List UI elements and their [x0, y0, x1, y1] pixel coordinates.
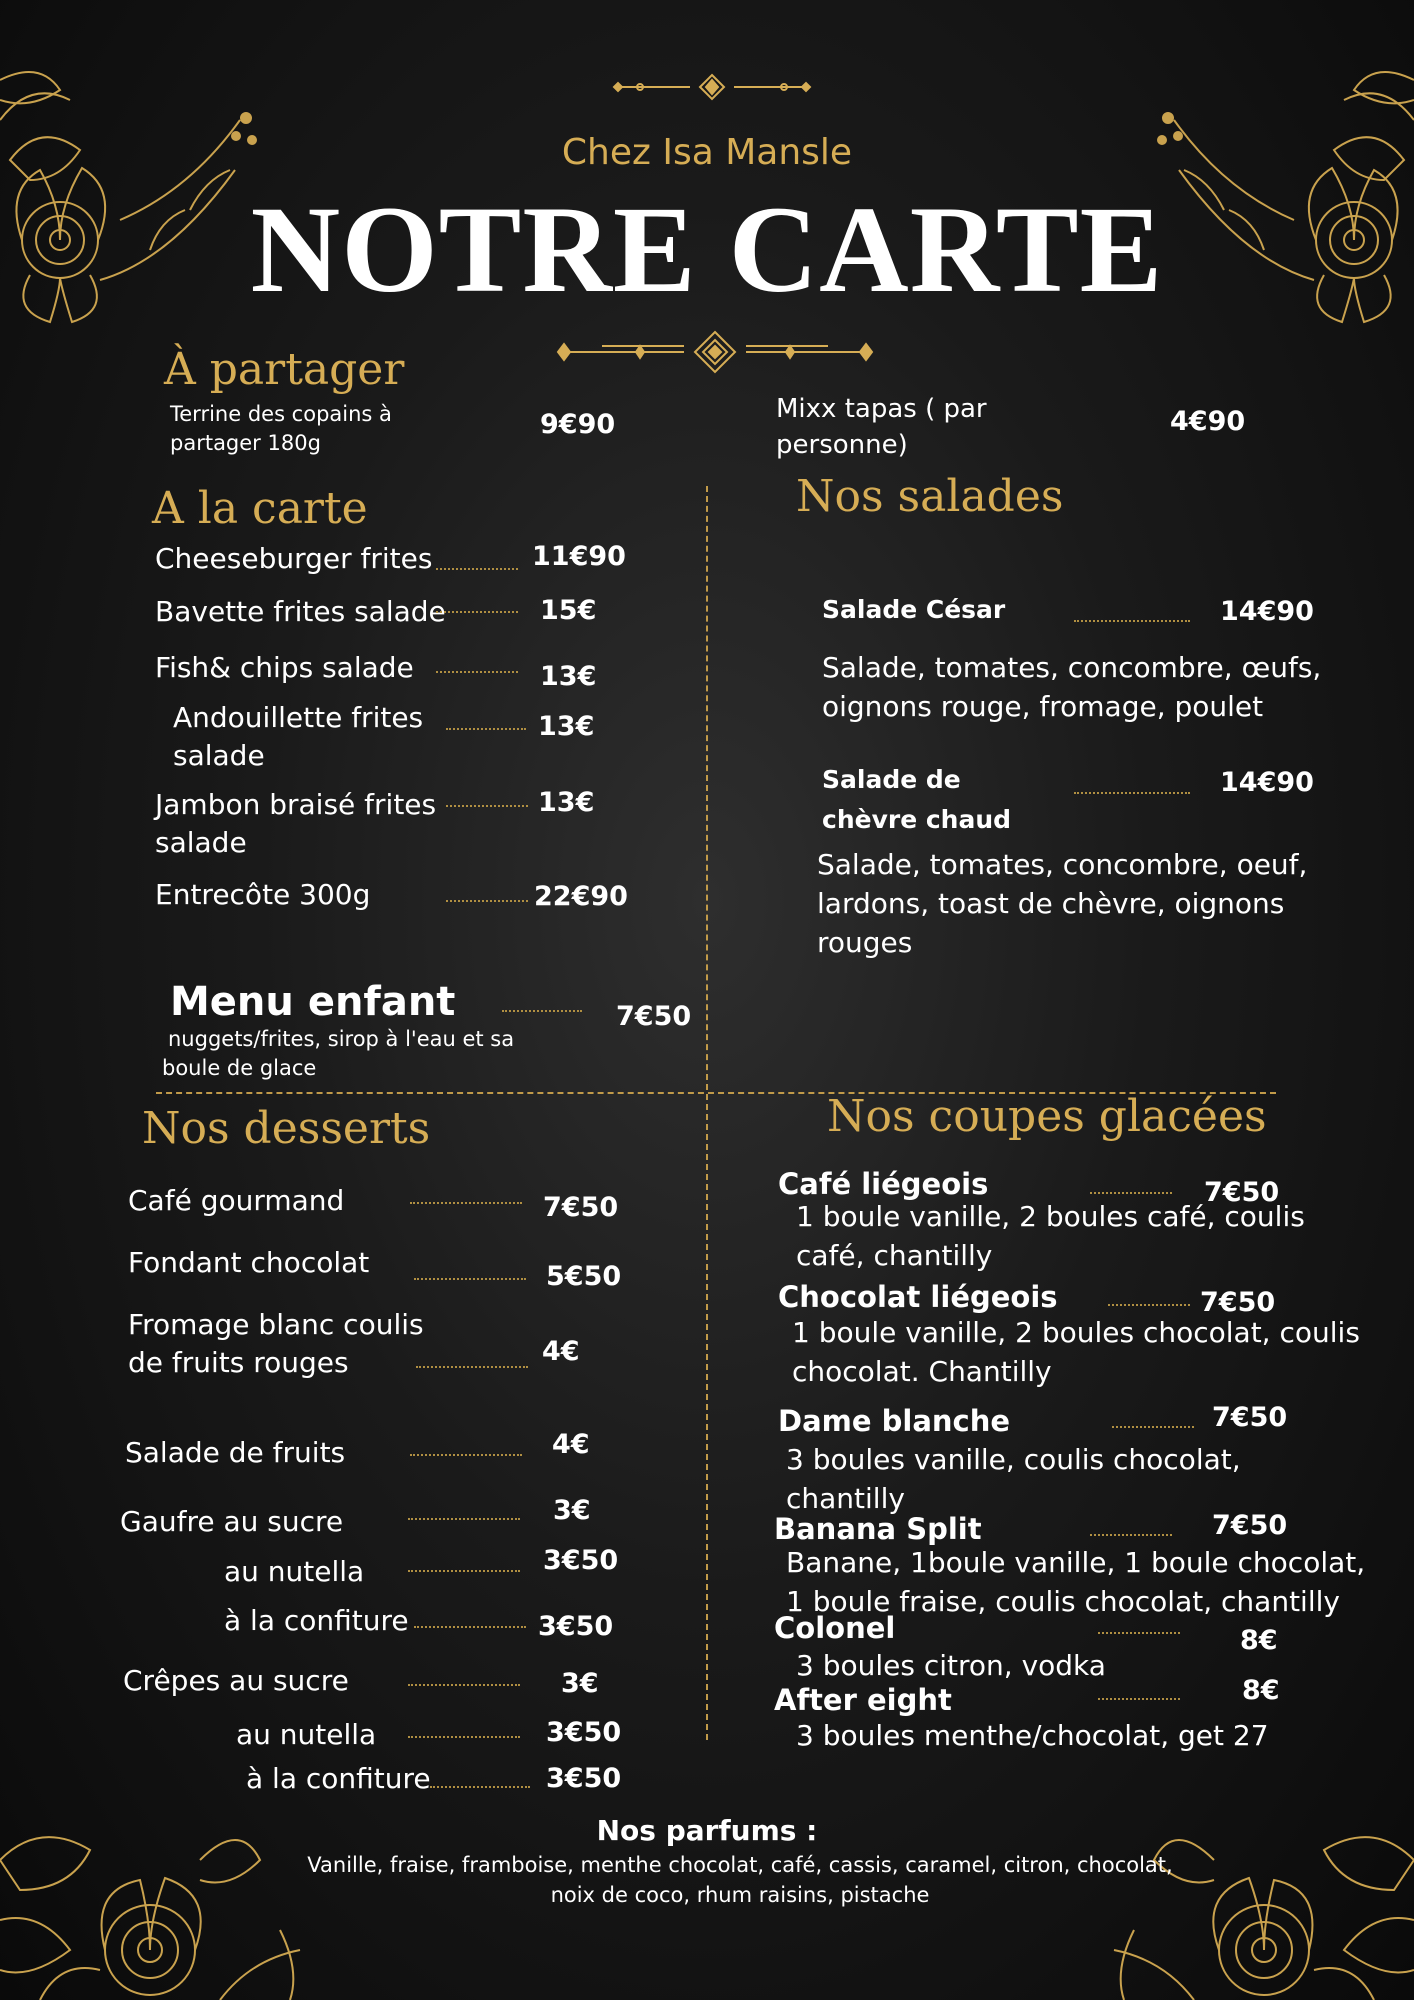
carte-item-name: Jambon braisé frites salade	[155, 788, 437, 859]
carte-item-price: 22€90	[534, 881, 628, 912]
leader-dots	[1112, 1426, 1194, 1428]
glace-item-price: 7€50	[1204, 1177, 1280, 1208]
art-deco-divider-icon	[552, 330, 878, 374]
salad-item-desc: Salade, tomates, concombre, œufs, oignons rouge, fromage, poulet	[822, 651, 1322, 723]
leader-dots	[410, 1202, 522, 1204]
leader-dots	[1098, 1632, 1180, 1634]
section-title-carte: A la carte	[152, 483, 368, 534]
carte-item-price: 11€90	[532, 541, 626, 572]
dessert-item-price: 3€50	[546, 1763, 622, 1794]
glace-item-price: 8€	[1240, 1625, 1278, 1656]
leader-dots	[436, 611, 518, 613]
glace-item-name: Banana Split	[774, 1512, 982, 1546]
art-deco-divider-top-icon	[610, 72, 814, 102]
glace-item-name: After eight	[774, 1683, 952, 1717]
glace-item-price: 8€	[1242, 1675, 1280, 1706]
carte-item-price: 15€	[540, 595, 597, 626]
leader-dots	[414, 1626, 526, 1628]
share-item-name: Mixx tapas ( par personne)	[776, 394, 987, 460]
dessert-item-price: 7€50	[543, 1192, 619, 1223]
kids-menu-desc: nuggets/frites, sirop à l'eau et sa boule de glace	[162, 1027, 515, 1080]
carte-item-name: Fish& chips salade	[155, 651, 414, 684]
share-item-name: Terrine des copains à partager 180g	[170, 402, 392, 455]
glace-item-price: 7€50	[1212, 1510, 1288, 1541]
glace-item-desc: 3 boules citron, vodka	[796, 1649, 1106, 1682]
section-title-glaces: Nos coupes glacées	[827, 1091, 1267, 1142]
leader-dots	[1108, 1304, 1190, 1306]
glace-item-desc: 3 boules vanille, coulis chocolat, chantilly	[786, 1443, 1241, 1515]
dessert-item-name: Salade de fruits	[125, 1436, 346, 1469]
salad-item-name: Salade de chèvre chaud	[822, 765, 1012, 834]
glace-item-desc: Banane, 1boule vanille, 1 boule chocolat, 1 boule fraise, coulis chocolat, chantilly	[786, 1546, 1366, 1618]
carte-item-name: Cheeseburger frites	[155, 542, 433, 575]
kids-menu-price: 7€50	[616, 1001, 692, 1032]
flavors-list: Vanille, fraise, framboise, menthe chocolat, café, cassis, caramel, citron, chocolat, noix de coco, rhum raisins, pistache	[307, 1853, 1173, 1907]
leader-dots	[436, 671, 518, 673]
carte-item-price: 13€	[540, 661, 597, 692]
glace-item-desc: 1 boule vanille, 2 boules chocolat, coulis chocolat. Chantilly	[792, 1316, 1360, 1388]
leader-dots	[416, 1366, 528, 1368]
leader-dots	[408, 1736, 520, 1738]
leader-dots	[1098, 1698, 1180, 1700]
dessert-item-price: 5€50	[546, 1261, 622, 1292]
dessert-item-price: 3€50	[546, 1717, 622, 1748]
salad-item-name: Salade César	[822, 595, 1006, 624]
leader-dots	[436, 568, 518, 570]
glace-item-name: Café liégeois	[778, 1167, 989, 1201]
leader-dots	[1090, 1192, 1172, 1194]
leader-dots	[446, 900, 528, 902]
glace-item-desc: 3 boules menthe/chocolat, get 27	[796, 1719, 1269, 1752]
glace-item-name: Chocolat liégeois	[778, 1280, 1058, 1314]
carte-item-name: Entrecôte 300g	[155, 878, 371, 911]
carte-item-name: Bavette frites salade	[155, 595, 446, 628]
leader-dots	[430, 1786, 530, 1788]
kids-menu-title: Menu enfant	[170, 979, 456, 1025]
dessert-item-name: Crêpes au sucre	[123, 1664, 349, 1697]
salad-item-desc: Salade, tomates, concombre, oeuf, lardons, toast de chèvre, oignons rouges	[817, 848, 1308, 959]
leader-dots	[410, 1454, 522, 1456]
dessert-item-price: 4€	[552, 1429, 590, 1460]
leader-dots	[414, 1278, 526, 1280]
restaurant-name: Chez Isa Mansle	[561, 132, 853, 173]
column-divider-top	[706, 486, 708, 1090]
dessert-item-price: 3€	[561, 1668, 599, 1699]
leader-dots	[502, 1010, 582, 1012]
salad-item-price: 14€90	[1220, 596, 1314, 627]
section-title-desserts: Nos desserts	[142, 1103, 431, 1154]
leader-dots	[1074, 792, 1190, 794]
dessert-item-name: à la confiture	[246, 1762, 431, 1795]
leader-dots	[446, 728, 526, 730]
dessert-item-name: au nutella	[224, 1555, 365, 1588]
dessert-item-name: Fromage blanc coulis de fruits rouges	[128, 1308, 424, 1379]
carte-item-name: Andouillette frites salade	[173, 701, 424, 772]
section-title-salads: Nos salades	[796, 471, 1064, 522]
leader-dots	[1074, 620, 1190, 622]
flavors-title: Nos parfums :	[596, 1814, 818, 1847]
dessert-item-price: 3€	[553, 1495, 591, 1526]
dessert-item-name: Gaufre au sucre	[120, 1505, 344, 1538]
carte-item-price: 13€	[538, 711, 595, 742]
glace-item-price: 7€50	[1200, 1287, 1276, 1318]
glace-item-name: Dame blanche	[778, 1404, 1011, 1438]
dessert-item-name: Café gourmand	[128, 1184, 345, 1217]
share-item-price: 4€90	[1170, 406, 1246, 437]
section-title-share: À partager	[164, 344, 405, 395]
share-item-price: 9€90	[540, 409, 616, 440]
dessert-item-price: 4€	[542, 1336, 580, 1367]
leader-dots	[408, 1570, 520, 1572]
glace-item-name: Colonel	[774, 1611, 896, 1645]
dessert-item-name: à la confiture	[224, 1604, 409, 1637]
leader-dots	[408, 1518, 520, 1520]
carte-item-price: 13€	[538, 787, 595, 818]
salad-item-price: 14€90	[1220, 767, 1314, 798]
column-divider-bottom	[706, 1094, 708, 1740]
leader-dots	[408, 1684, 520, 1686]
glace-item-price: 7€50	[1212, 1402, 1288, 1433]
page-title: NOTRE CARTE	[250, 181, 1164, 318]
leader-dots	[1090, 1534, 1172, 1536]
dessert-item-name: Fondant chocolat	[128, 1246, 370, 1279]
dessert-item-price: 3€50	[538, 1611, 614, 1642]
glace-item-desc: 1 boule vanille, 2 boules café, coulis café, chantilly	[796, 1200, 1305, 1272]
dessert-item-name: au nutella	[236, 1718, 377, 1751]
dessert-item-price: 3€50	[543, 1545, 619, 1576]
leader-dots	[446, 805, 528, 807]
